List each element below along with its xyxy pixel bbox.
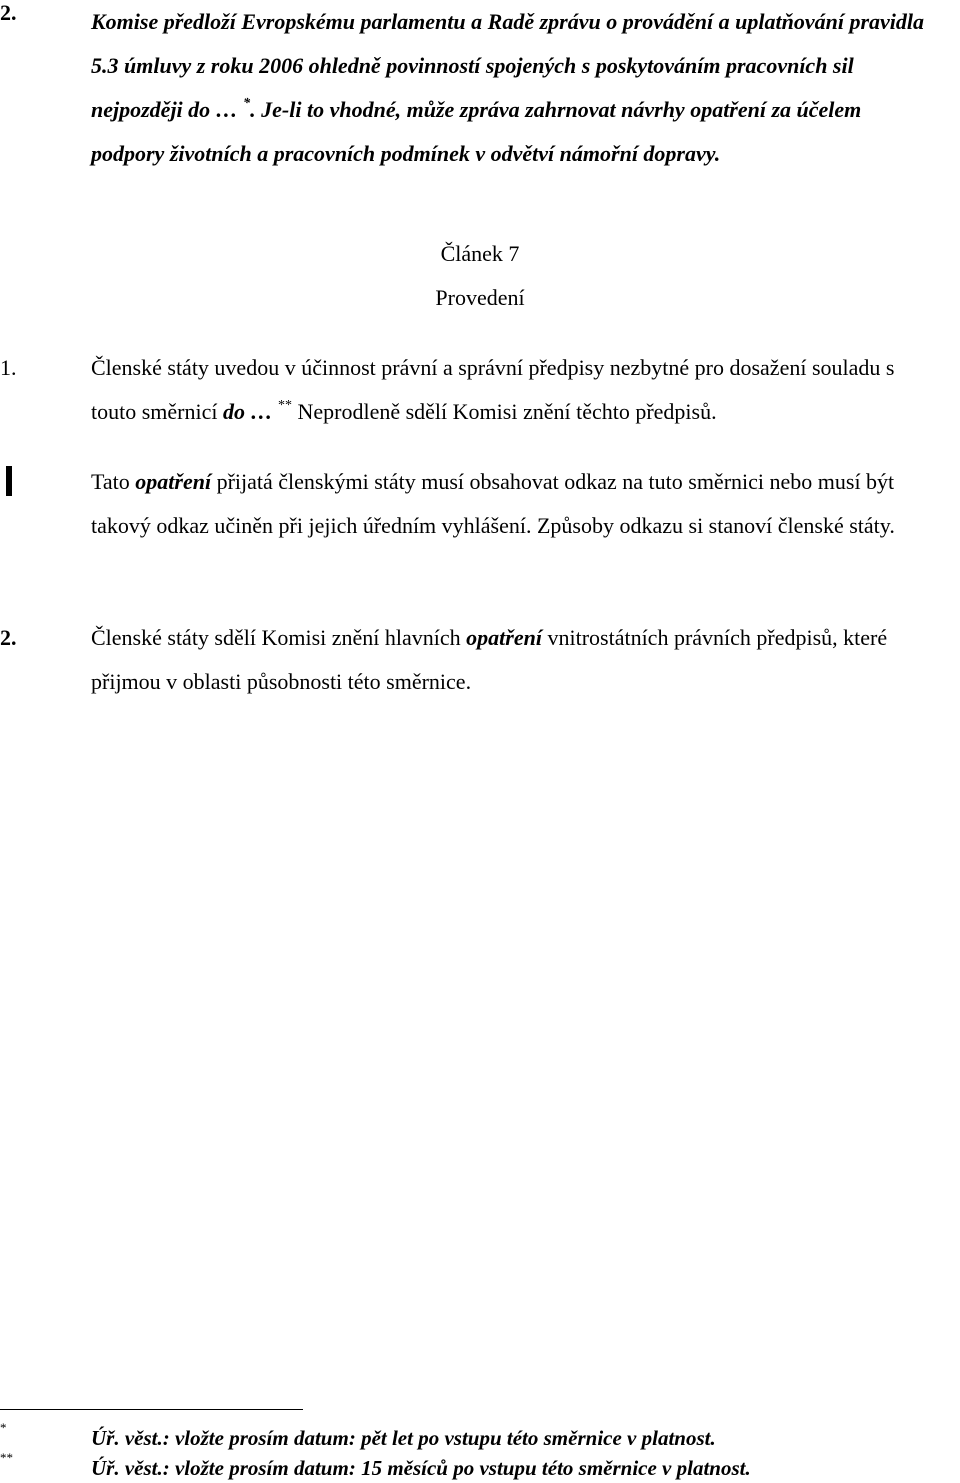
paragraph-text-a: Členské státy sdělí Komisi znění hlavních xyxy=(91,625,467,650)
paragraph-text-a: Komise předloží Evropskému parlamentu a Radě zprávu o provádění a uplatňování pravidla 5.3 úmluvy z roku 2006 ohledně povinností spojených s poskytováním pracovních sil nejpozději do … xyxy=(91,9,925,122)
footnote-ref-1: * xyxy=(243,96,251,111)
footnote-separator xyxy=(0,1409,303,1410)
emphasis-text: opatření xyxy=(466,625,542,650)
paragraph-text-b: . Je-li to vhodné, může zpráva zahrnovat návrhy opatření za účelem podpory životních a pracovních podmínek v odvětví námořní dopravy. xyxy=(91,97,862,166)
footnote-mark: ** xyxy=(0,1450,13,1465)
footnote-mark: * xyxy=(0,1420,7,1435)
paragraph-text-a: Členské státy uvedou v účinnost právní a správní předpisy nezbytné pro dosažení souladu s touto směrnicí xyxy=(91,355,895,424)
paragraph-number: 1. xyxy=(0,355,17,380)
paragraph-number: 2. xyxy=(0,0,17,25)
paragraph-text xyxy=(91,0,936,176)
footnote-ref-2: ** xyxy=(277,398,292,413)
change-bar-marker xyxy=(6,466,12,496)
article-heading: Článek 7 xyxy=(440,241,520,266)
paragraph-text-a: Tato xyxy=(91,469,136,494)
paragraph-text xyxy=(91,346,936,434)
paragraph-number: 2. xyxy=(0,625,17,650)
emphasis-text: opatření xyxy=(135,469,212,494)
footnote-text: Úř. věst.: vložte prosím datum: 15 měsíců po vstupu této směrnice v platnost. xyxy=(91,1456,751,1480)
deadline-placeholder: do … xyxy=(222,399,278,424)
paragraph-text-b: Neprodleně sdělí Komisi znění těchto předpisů. xyxy=(291,399,717,424)
paragraph-text-b: vnitrostátních právních předpisů, které přijmou v oblasti působnosti této směrnice. xyxy=(91,625,888,694)
paragraph-text xyxy=(91,616,936,704)
paragraph-text xyxy=(91,460,936,548)
paragraph-text-b: přijatá členskými státy musí obsahovat odkaz na tuto směrnici nebo musí být takový odkaz učiněn při jejich úředním vyhlášení. Způsoby odkazu si stanoví členské státy. xyxy=(91,469,895,538)
footnote-text: Úř. věst.: vložte prosím datum: pět let po vstupu této směrnice v platnost. xyxy=(91,1426,716,1450)
article-subheading: Provedení xyxy=(435,285,525,310)
